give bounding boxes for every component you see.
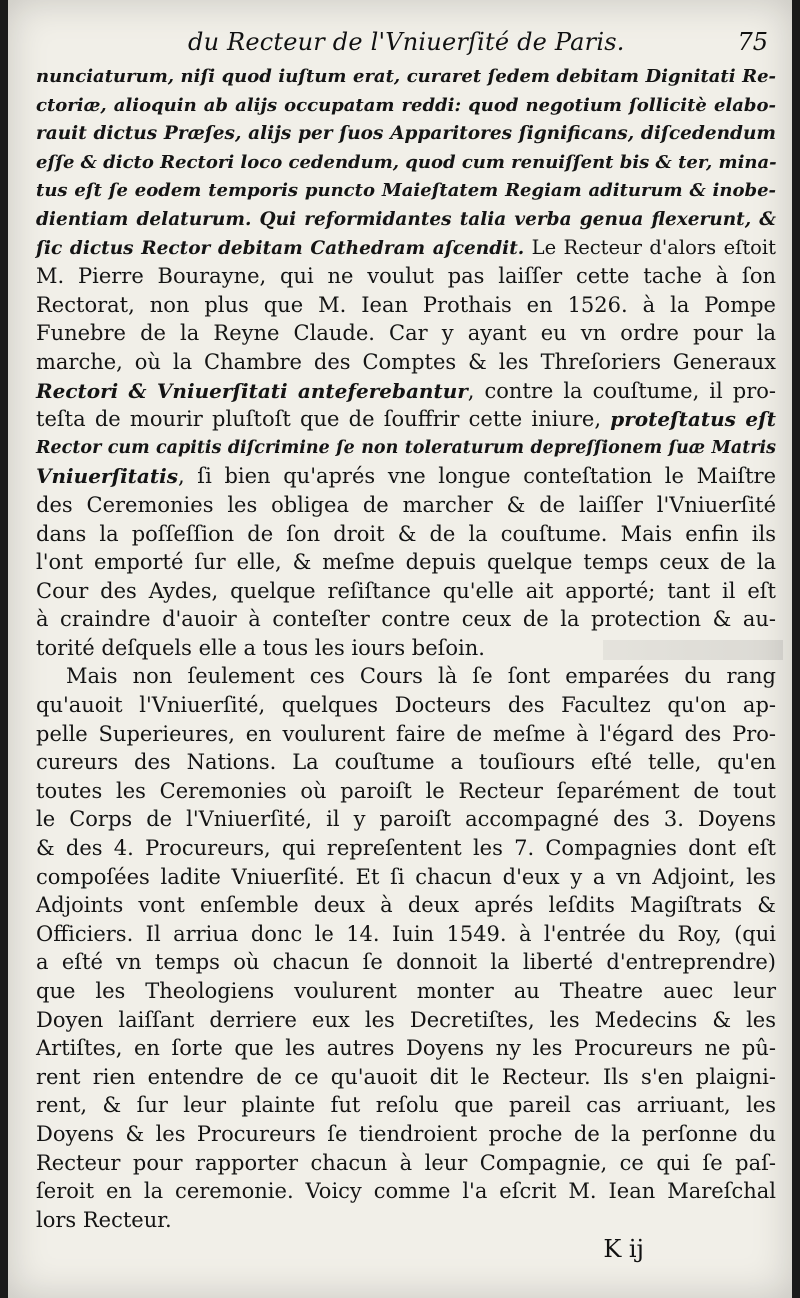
text-line: à craindre d'auoir à conteſter contre ceux de la protection & au- <box>36 607 776 632</box>
text-line <box>36 91 776 120</box>
text-line <box>36 434 776 463</box>
text-line: teſta de mourir pluſtoſt que de ſouffrir cette iniure, proteſtatus eſt <box>36 407 776 432</box>
text-line <box>36 148 776 177</box>
page-number: 75 <box>737 28 768 56</box>
text-line: Cour des Aydes, quelque reſiſtance qu'elle ait apporté; tant il eſt <box>36 578 776 603</box>
text-line: Artiſtes, en ſorte que les autres Doyens ny les Procureurs ne pû- <box>36 1036 776 1061</box>
latin-quotation: proteſtatus eſt <box>610 407 776 432</box>
text-line: Mais non ſeulement ces Cours là ſe ſont emparées du rang <box>66 664 776 689</box>
text-line: Rectorat, non plus que M. Iean Prothais en 1526. à la Pompe <box>36 292 776 317</box>
latin-quotation: dientiam delaturum. Qui reformidantes talia verba genua flexerunt, & <box>36 208 776 230</box>
running-head: du Recteur de l'Vniuerſité de Paris. <box>188 28 625 56</box>
text-line: Doyen laiſſant derriere eux les Decretiſtes, les Medecins & les <box>36 1007 776 1032</box>
book-page <box>8 0 792 1298</box>
text-line: dans la poſſeſſion de ſon droit & de la couſtume. Mais enfin ils <box>36 521 776 546</box>
text-line: que les Theologiens voulurent monter au Theatre auec leur <box>36 979 776 1003</box>
text-line: toutes les Ceremonies où paroiſt le Recteur ſeparément de tout <box>36 778 776 803</box>
text-line: & des 4. Procureurs, qui repreſentent les 7. Compagnies dont eſt <box>36 836 776 861</box>
text-line: Vniuerſitatis, ſi bien qu'aprés vne longue conteſtation le Maiſtre <box>36 464 776 489</box>
latin-quotation: rauit dictus Præſes, alijs per ſuos Apparitores ſignificans, diſcedendum <box>36 123 776 145</box>
body-text <box>36 62 776 1234</box>
latin-quotation: nunciaturum, niſi quod iuſtum erat, curaret ſedem debitam Dignitati Re- <box>36 66 776 87</box>
text-line <box>36 176 776 205</box>
text-line <box>36 205 776 234</box>
text-line: ſic dictus Rector debitam Cathedram aſcendit. Le Recteur d'alors eſtoit <box>36 235 776 259</box>
text-line: pelle Superieures, en voulurent faire de meſme à l'égard des Pro- <box>36 721 776 746</box>
text-line: Officiers. Il arriua donc le 14. Iuin 1549. à l'entrée du Roy, (qui <box>36 921 776 946</box>
text-line: Funebre de la Reyne Claude. Car y ayant eu vn ordre pour la <box>36 321 776 346</box>
text-line: rent rien entendre de ce qu'auoit dit le Recteur. Ils s'en plaigni- <box>36 1064 776 1089</box>
text-line: Rectori & Vniuerſitati anteferebantur, contre la couſtume, il pro- <box>36 378 776 403</box>
text-line: M. Pierre Bourayne, qui ne voulut pas laiſſer cette tache à ſon <box>36 264 776 289</box>
text-line <box>36 62 776 91</box>
latin-quotation: ſic dictus Rector debitam Cathedram aſcendit. <box>36 237 525 259</box>
latin-quotation: ctoriæ, alioquin ab alijs occupatam reddi: quod negotium ſollicitè elabo- <box>36 94 776 116</box>
latin-quotation: eſſe & dicto Rectori loco cedendum, quod cum renuiſſent bis & ter, mina- <box>36 151 777 173</box>
text-line: le Corps de l'Vniuerſité, il y paroiſt accompagné des 3. Doyens <box>36 807 776 832</box>
text-line: ſeroit en la ceremonie. Voicy comme l'a eſcrit M. Iean Mareſchal <box>36 1179 776 1204</box>
text-line: Recteur pour rapporter chacun à leur Compagnie, ce qui ſe paſ- <box>36 1150 776 1175</box>
text-line: marche, où la Chambre des Comptes & les Threſoriers Generaux <box>36 349 776 374</box>
text-line: Adjoints vont enſemble deux à deux aprés leſdits Magiſtrats & <box>36 893 776 918</box>
text-line: lors Recteur. <box>36 1207 172 1232</box>
text-line: l'ont emporté ſur elle, & meſme depuis quelque temps ceux de la <box>36 550 776 575</box>
text-line: rent, & ſur leur plainte fut reſolu que pareil cas arriuant, les <box>36 1093 776 1118</box>
text-line: Doyens & les Procureurs ſe tiendroient proche de la perſonne du <box>36 1121 776 1146</box>
text-line: cureurs des Nations. La couſtume a touſiours eſté telle, qu'en <box>36 750 776 775</box>
latin-quotation: Rector cum capitis diſcrimine ſe non toleraturum depreſſionem ſuæ Matris <box>36 437 776 458</box>
text-line: torité deſquels elle a tous les iours beſoin. <box>36 635 485 660</box>
text-line: compoſées ladite Vniuerſité. Et ſi chacun d'eux y a vn Adjoint, les <box>36 864 776 889</box>
latin-quotation: Rectori & Vniuerſitati anteferebantur <box>36 378 468 403</box>
latin-quotation: tus eſt ſe eodem temporis puncto Maieſtatem Regiam aditurum & inobe- <box>36 180 776 202</box>
text-line <box>36 119 776 148</box>
text-line: qu'auoit l'Vniuerſité, quelques Docteurs des Facultez qu'on ap- <box>36 693 776 718</box>
page-header <box>8 22 792 62</box>
signature-mark: K ij <box>603 1235 644 1263</box>
text-line: a eſté vn temps où chacun ſe donnoit la liberté d'entreprendre) <box>36 950 776 975</box>
text-line: des Ceremonies les obligea de marcher & de laiſſer l'Vniuerſité <box>36 492 776 517</box>
latin-quotation: Vniuerſitatis <box>36 464 178 489</box>
